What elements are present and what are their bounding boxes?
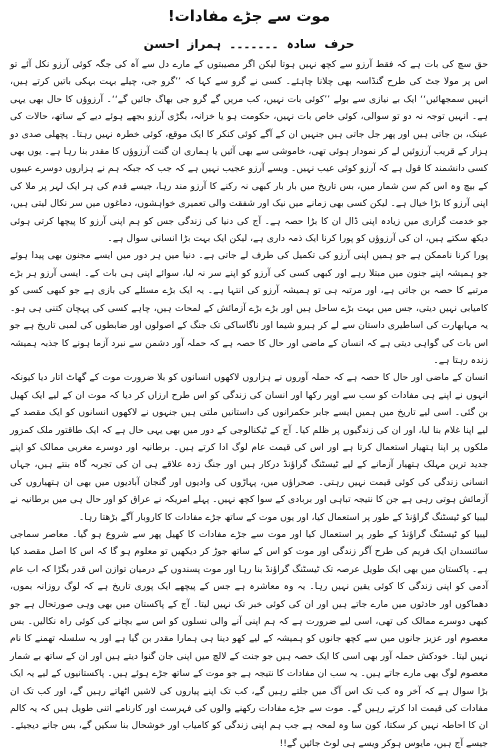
paragraph: حق سچ کی بات ہے کہ فقط آرزو سے کچھ نہیں ہوتا لیکن اگر مصیبتوں کے مارے دل سے آہ کی جگہ کوئی آرزو نکل آئے تو اس پر مولا جٹ کی طرح گنڈاسہ بھی چلانا چاہئے۔ کسی نے گرو سے کہا کہ ’’گرو جی، چیلے بہت بہکی باتیں کرتے ہیں، انہیں سمجھائیں‘‘ ایک بے نیازی سے بولے ’’کوئی بات نہیں، کب مریں گے گرو جی بھاگ جائیں گے‘‘۔ آرزوؤں کا حال بھی یہی ہے۔ انہیں توجہ نہ دو تو سوالی، کوئی خاص بات نہیں، حکومت ہو یا خزانہ، بگڑی آرزو بجھے ہوئے دیے کے ساتھ، حالات کی عینک، بن جاتی ہیں اور پھر جل جاتی ہیں جنہیں ان کے آگے کوئی کنکر کا ایک موقع، کوئی خطرہ نہیں رہتا۔ پچھلی صدی دو ہزار کے قریب آرزوئیں لے کر نمودار ہوئی تھی، خاموشی سے بھی آئیں یا ہماری ان گنت آرزوؤں کا مقدر بنا رہا ہے۔ یوں بھی کسی دانشمند کا قول ہے کہ آرزو کوئی عیب نہیں۔ ویسے آرزو عجیب نہیں ہے کہ جب کہ جبکہ ہم نے ہزاروں دوسرے عیبوں کے بیچ وہ اس کم سن شمار میں، بس تاریخ میں بار بار کبھی نہ رکنے کا آرزو مند رہا، جیسے قدم کی ہر ایک لہر پر ملا کی اپنی آرزو کا بڑا خیال ہے۔ لیکن کسی بھی زمانے میں نیک اور شفقت والی تعمیری خواہشوں، دماغوں میں سر نکال لیتی ہیں، جو خدمت گزاری میں زیادہ اپنی ڈال ان کا بڑا حصہ ہے۔ آج کی دنیا کی زندگی جس کو ہم اپنی آرزو کا پیچھا کرتی ہوئی دیکھ سکتے ہیں، ان کی آرزوؤں کو پورا کرنا ایک ذمہ داری ہے، لیکن ایک بہت بڑا انسانی سوال ہے۔ [10,59,488,245]
article-body [10,56,488,752]
byline [10,36,488,52]
article-title: موت سے جڑے مفادات! [167,7,331,25]
paragraph: لیبیا کو ٹیسٹنگ گراؤنڈ کے طور پر استعمال کیا اور موت سے جڑے مفادات کا کھیل پھر سے شروع ہو گیا۔ معاصر سماجی سائنسدان ایک فریم کی طرح آگر زندگی اور موت کو اس کے ساتھ جوڑ کر دیکھیں تو معلوم ہو گا کہ اس کا اصل مقصد کیا ہے۔ پاکستان میں بھی ایک طویل عرصہ تک ٹیسٹنگ گراؤنڈ بنا رہا اور موت پسندوں کے درمیان توازن اس قدر بگڑا کہ اب عام آدمی کو اپنی زندگی کا کوئی یقین نہیں رہا۔ یہ وہ معاشرہ ہے جس کے پیچھے ایک پوری تاریخ ہے کہ لوگ روزانہ بموں، دھماکوں اور حادثوں میں مارے جاتے ہیں اور ان کی کوئی خبر تک نہیں لیتا۔ آج کے پاکستان میں بھی وہی صورتحال ہے جو کبھی دوسرے ممالک کی تھی، اسی لیے ضرورت ہے کہ ہم اپنی آنے والی نسلوں کو اس سے بچانے کی کوئی راہ نکالیں۔ بس معصوم اور عزیز جانوں میں سے کچھ جانوں کو ہمیشہ کے لیے کھو دینا ہی ہمارا مقدر بن گیا ہے اور یہ سلسلہ تھمنے کا نام نہیں لیتا۔ خودکش حملہ آور بھی اسی کا ایک حصہ ہیں جو جنت کے لالچ میں اپنی جان گنوا دیتے ہیں اور ان کے ساتھ بے شمار معصوم لوگ بھی مارے جاتے ہیں۔ یہ سب ان مفادات کا نتیجہ ہے جو موت کے ساتھ جڑے ہوئے ہیں۔ پاکستانیوں کے لیے یہ ایک بڑا سوال ہے کہ آخر وہ کب تک اس آگ میں جلتے رہیں گے، کب تک اپنے پیاروں کی لاشیں اٹھاتے رہیں گے، اور کب تک ان مفادات کی قیمت ادا کرتے رہیں گے۔ موت سے جڑے مفادات رکھنے والوں کی فہرست اور کارنامے اتنی طویل ہیں کہ یہ کالم ان کا احاطہ نہیں کر سکتا، کون سا وہ لمحہ ہے جب ہم اپنی زندگی کو کامیاب اور خوشحال بنا سکیں گے، بس جانے دیجیئے۔ جیسے آج ہیں، مایوس ہوکر ویسے ہی لوٹ جائیں گے!! [10,528,488,749]
paragraph: انسان کے ماضی اور حال کا حصہ ہے کہ حملہ آوروں نے ہزاروں لاکھوں انسانوں کو بلا ضرورت موت کے گھاٹ اتار دیا کیونکہ انہوں نے اپنے ہی مفادات کو سب سے اوپر رکھا اور انسان کی زندگی کو اس طرح ارزاں کر دیا کہ موت ان کے لیے ایک کھیل بن گئی۔ اسی لیے تاریخ میں ہمیں ایسے جابر حکمرانوں کی داستانیں ملتی ہیں جنہوں نے لاکھوں انسانوں کو ایک مقصد کے لیے اپنا غلام بنا لیا، اور ان کی زندگیوں پر ظلم کیا۔ آج کے ٹیکنالوجی کے دور میں بھی یہی حال ہے کہ ایک طاقتور ملک کمزور ملکوں پر اپنا ہتھیار استعمال کرتا ہے اور اس کی قیمت عام لوگ ادا کرتے ہیں۔ برطانیہ اور دوسرے مغربی ممالک کو اپنے جدید ترین مہلک ہتھیار آزمانے کے لیے ٹیسٹنگ گراؤنڈ درکار ہیں اور جنگ زدہ علاقے ہی ان کی تجربہ گاہ بنتے ہیں، جہاں انسانی زندگی کی کوئی قیمت نہیں رہتی۔ صحراؤں میں، پہاڑوں کی وادیوں اور گنجان آبادیوں میں بھی ان ہتھیاروں کی آزمائش ہوتی رہی ہے جن کا نتیجہ تباہی اور بربادی کے سوا کچھ نہیں۔ پہلے امریکہ نے عراق کو اور حال ہی میں برطانیہ نے لیبیا کو ٹیسٹنگ گراؤنڈ کے طور پر استعمال کیا، اور یوں موت کے ساتھ جڑے مفادات کا کاروبار آگے بڑھتا رہا۔ [10,372,488,523]
byline-separator: ۔۔۔۔۔۔۔ [229,37,279,51]
paragraph: پورا کرنا ناممکن ہے جو ہمیں اپنی آرزو کی تکمیل کی طرف لے جاتی ہے۔ دنیا میں ہر دور میں ایسے مجنون بھی پیدا ہوئے جو ہمیشہ اپنے جنون میں مبتلا رہے اور کبھی کسی کی آرزو کو اپنے سر نہ لیا، سوائے اپنی ہی بات کے۔ ایسی آرزو ہر بڑے مرتبے کا حصہ بن جاتی ہے، اور مرتبہ ہی تو ہمیشہ آرزو کی انتہا ہے۔ یہ ایک بڑے مسئلے کی بازی ہے جو کبھی کسی کو کامیابی نہیں دیتی، جس میں بہت بڑے ساحل ہیں اور بڑے بڑے آزمائش کے لمحات ہیں، چاہے کسی کی پہچان کتنی ہی ہو۔ یہ مہابھارت کی اساطیری داستان سے لے کر ہیرو شیما اور ناگاساکی تک جنگ کے اصولوں اور ضابطوں کی لمبی تاریخ ہے جو اس بات کی گواہی دیتی ہے کہ انسان کے ماضی اور حال کا حصہ ہے کہ حملہ آور دشمن سے نبرد آزما ہونے کا جذبہ ہمیشہ زندہ رہتا ہے۔ [10,250,488,366]
author-name: ہمراز احسن [143,37,222,51]
column-name: حرف سادہ [286,37,355,51]
